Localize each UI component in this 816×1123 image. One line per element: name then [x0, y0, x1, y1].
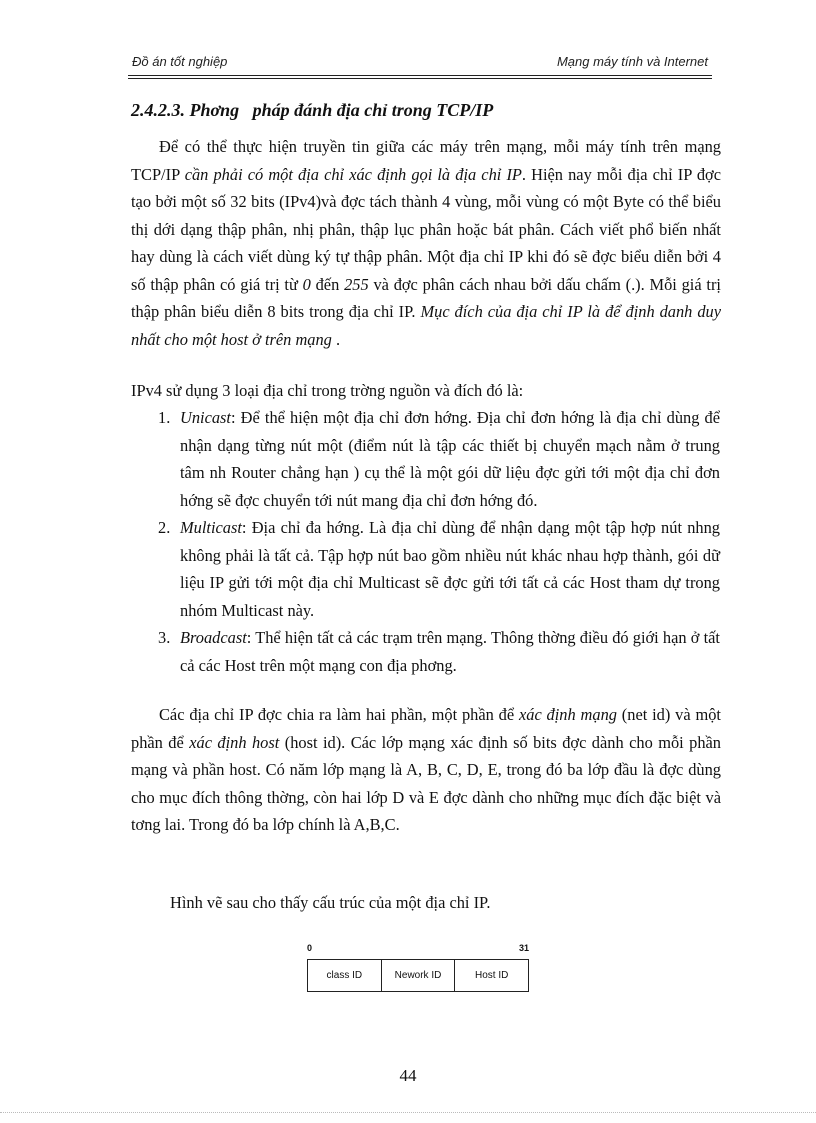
- list-item: [158, 514, 720, 624]
- list-item: [158, 404, 720, 514]
- bit-start-label: 0: [307, 943, 313, 953]
- list-item-text: : Để thể hiện một địa chỉ đơn hớng. Địa chỉ đơn hớng là địa chỉ dùng để nhận dạng từng nút một (điểm nút là tập các thiết bị chuyển mạch nằm ở trung tâm nh Router chẳng hạn ) cụ thể là một gói dữ liệu đợc gửi tới một địa chỉ đơn hớng sẽ đợc chuyển tới nút mang địa chỉ đơn hớng đó.: [180, 408, 720, 510]
- list-item-term: Unicast: [180, 408, 231, 427]
- list-item-number: 1.: [158, 408, 171, 427]
- p1-italic-4: Mục đích của địa chỉ IP là để định danh duy nhất cho một host ở trên mạng: [131, 302, 721, 349]
- p1-text-2: . Hiện nay mỗi địa chỉ IP đợc tạo bởi một số 32 bits (IPv4)và đợc tách thành 4 vùng, mỗi vùng có một Byte có thể biểu thị dới dạng thập phân, nhị phân, thập lục phân hoặc bát phân. Cách viết phổ biến nhất hay dùng là cách viết dùng ký tự thập phân. Một địa chỉ IP khi đó sẽ đợc biểu diễn bởi 4 số thập phân có giá trị từ: [131, 164, 721, 294]
- list-item-term: Multicast: [180, 518, 242, 537]
- p3-text-2: (net id) và một phần để: [131, 705, 721, 752]
- p1-text-3: đến: [310, 274, 345, 294]
- header-rule-thin: [128, 78, 712, 79]
- list-item-number: 3.: [158, 628, 171, 647]
- p1-text-5: .: [331, 329, 341, 349]
- field-host-id: Host ID: [475, 970, 509, 981]
- field-class-id: class ID: [308, 960, 382, 991]
- list-item-number: 2.: [158, 518, 171, 537]
- p3-text-1: Các địa chỉ IP đợc chia ra làm hai phần, một phần để: [159, 705, 519, 724]
- list-item-term: Broadcast: [180, 628, 247, 647]
- p1-italic-2: 0: [302, 274, 311, 294]
- list-item-text: : Địa chỉ đa hớng. Là địa chỉ dùng để nhận dạng một tập hợp nút nhng không phải là tất cả. Tập hợp nút bao gồm nhiều nút khác nhau hợp thành, gói dữ liệu IP gửi tới một địa chỉ Multicast sẽ đợc gửi tới tất cả các Host tham dự trong nhóm Multicast này.: [180, 518, 720, 620]
- p3-text-3: (host id). Các lớp mạng xác định số bits đợc dành cho mỗi phần mạng và phần host. Có năm lớp mạng là A, B, C, D, E, trong đó ba lớp đầu là đợc dùng cho mục đích thông thờng, còn hai lớp D và E đợc dành cho những mục đích đặc biệt và tơng lai. Trong đó ba lớp chính là A,B,C.: [131, 732, 722, 834]
- footer-dotted-line: [0, 1112, 816, 1113]
- ip-field-boxes: [307, 959, 529, 992]
- header-right-title: Mạng máy tính và Internet: [556, 54, 708, 69]
- page-number: 44: [399, 1066, 417, 1085]
- p1-text-4: và đợc phân cách nhau bởi dấu chấm (.). Mỗi giá trị thập phân biểu diễn 8 bits trong địa chỉ IP.: [131, 274, 721, 321]
- p3-italic-2: xác định host: [189, 732, 280, 752]
- paragraph-address-types: IPv4 sử dụng 3 loại địa chỉ trong trờng nguồn và đích đó là:: [131, 381, 524, 400]
- section-heading: 2.4.2.3. Phơng pháp đánh địa chỉ trong TCP/IP: [131, 100, 494, 120]
- p1-italic-3: 255: [344, 274, 369, 294]
- address-type-list: [158, 404, 720, 679]
- p1-text-1: Để có thể thực hiện truyền tin giữa các máy trên mạng, mỗi máy tính trên mạng TCP/IP: [131, 137, 721, 184]
- list-item-text: : Thể hiện tất cả các trạm trên mạng. Thông thờng điều đó giới hạn ở tất cả các Host trên một mạng con địa phơng.: [180, 628, 720, 675]
- list-item: [158, 624, 720, 679]
- bit-end-label: 31: [518, 943, 529, 953]
- paragraph-classes: [131, 701, 721, 839]
- p1-italic-1: cần phải có một địa chỉ xác định gọi là địa chỉ IP: [184, 164, 522, 184]
- header-left-title: Đồ án tốt nghiệp: [132, 54, 228, 69]
- paragraph-intro: [131, 133, 721, 353]
- field-network-id: Nework ID: [382, 960, 456, 991]
- header-rule-thick: [128, 75, 712, 76]
- ip-address-structure-figure: [307, 943, 529, 993]
- figure-caption: Hình vẽ sau cho thấy cấu trúc của một địa chỉ IP.: [170, 893, 491, 912]
- p3-italic-1: xác định mạng: [518, 705, 617, 724]
- page-header: [128, 52, 710, 74]
